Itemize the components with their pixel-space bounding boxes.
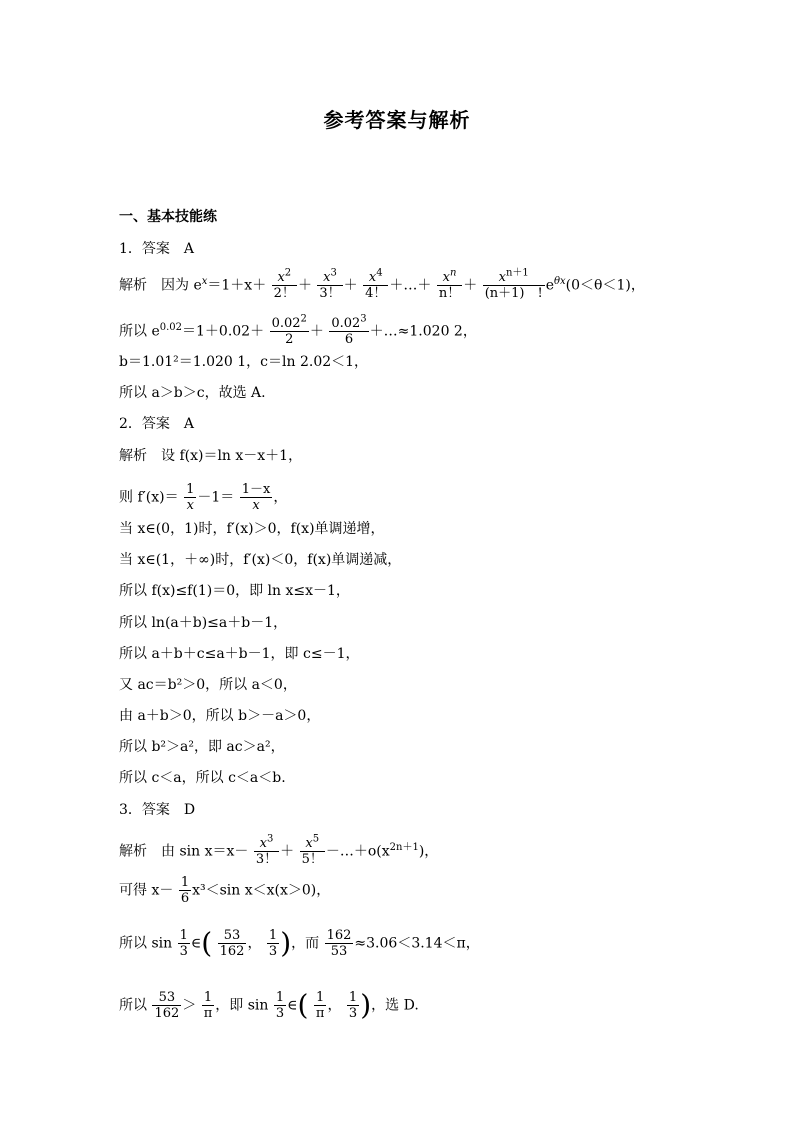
q1-solution-line-3: b＝1.01²＝1.020 1，c＝ln 2.02＜1， <box>119 354 369 370</box>
q3-solution-line-2: 可得 x－ $\frac{1}{6}$ x³＜sin x＜x(x＞0)， <box>119 875 331 906</box>
fraction: $\frac{x^n}{n!}$ <box>438 267 461 301</box>
q2-solution-line-10: 所以 b²＞a²，即 ac＞a²， <box>119 739 285 755</box>
fraction: $\frac{1}{3}$ <box>275 990 285 1021</box>
fraction: $\frac{x^3}{3!}$ <box>319 267 341 301</box>
q2-solution-line-9: 由 a＋b＞0，所以 b＞－a＞0， <box>119 708 321 724</box>
q2-solution-line-8: 又 ac＝b²＞0，所以 a＜0， <box>119 677 297 693</box>
q2-solution-line-5: 所以 f(x)≤f(1)＝0，即 ln x≤x－1， <box>119 583 350 599</box>
q2-solution-line-11: 所以 c＜a，所以 c＜a＜b. <box>119 770 286 786</box>
q2-solution-line-6: 所以 ln(a＋b)≤a＋b－1， <box>119 615 288 631</box>
fraction: $\frac{1}{3}$ <box>268 928 278 959</box>
fraction: $\frac{x^{n+1}}{(n+1) !}$ <box>484 267 543 301</box>
fraction: $\frac{162}{53}$ <box>326 928 352 959</box>
q2-solution-line-4: 当 x∈(1，＋∞)时，f′(x)＜0，f(x)单调递减， <box>119 552 402 568</box>
q3-solution-line-4: 所以 $\frac{53}{162}$ ＞ $\frac{1}{\pi}$ ，即 sin $\frac{1}{3}$ ∈( $\frac{1}{\pi}$ ， $\frac{1}{3}$ )，选 D. <box>119 988 419 1022</box>
q2-answer: 2．答案 A <box>119 416 195 432</box>
fraction: $\frac{x^3}{3!}$ <box>255 833 278 867</box>
fraction: $\frac{1}{6}$ <box>180 875 190 906</box>
q2-solution-line-2: 则 f′(x)＝ $\frac{1}{x}$ －1＝ $\frac{1-x}{x}$ ， <box>119 482 288 513</box>
fraction: $\frac{x^2}{2!}$ <box>273 267 295 301</box>
fraction: $\frac{1}{3}$ <box>179 928 188 959</box>
q3-solution-line-1: 解析 由 sin x＝x－ $\frac{x^3}{3!}$ ＋ $\frac{x^5}{5!}$ $-\dots+o(x^{2n+1})$， <box>119 833 439 867</box>
fraction: $\frac{1}{\pi}$ <box>203 990 213 1021</box>
page-title: 参考答案与解析 <box>323 108 471 132</box>
q3-answer: 3．答案 D <box>119 802 196 818</box>
fraction: $\frac{53}{162}$ <box>154 990 180 1021</box>
fraction: $\frac{1}{3}$ <box>348 990 358 1021</box>
q2-solution-line-1: 解析 设 f(x)＝ln x－x＋1， <box>119 448 303 464</box>
fraction: $\frac{1-x}{x}$ <box>241 482 271 513</box>
q2-solution-line-3: 当 x∈(0，1)时，f′(x)＞0，f(x)单调递增， <box>119 521 385 537</box>
q3-solution-line-3: 所以 sin $\frac{1}{3}$ ∈( $\frac{53}{162}$ ， $\frac{1}{3}$ )，而 $\frac{162}{53}$ ≈3.06＜3.14＜π， <box>119 926 480 960</box>
fraction: $\frac{0.02^2}{2}$ <box>271 313 307 347</box>
fraction: $\frac{53}{162}$ <box>219 928 245 959</box>
q2-solution-line-7: 所以 a＋b＋c≤a＋b－1，即 c≤－1， <box>119 646 360 662</box>
fraction: $\frac{1}{\pi}$ <box>315 990 325 1021</box>
fraction: $\frac{1}{x}$ <box>186 482 195 513</box>
fraction: $\frac{0.02^3}{6}$ <box>331 313 367 347</box>
q1-solution-line-2: 所以 $e^{0.02}=1+0.02+$ $\frac{0.02^2}{2}$ ＋ $\frac{0.02^3}{6}$ ＋…≈1.020 2， <box>119 313 477 347</box>
fraction: $\frac{x^4}{4!}$ <box>365 267 387 301</box>
section-heading: 一、基本技能练 <box>119 209 217 225</box>
q1-solution-line-4: 所以 a＞b＞c，故选 A. <box>119 385 266 401</box>
q1-answer: 1．答案 A <box>119 241 195 257</box>
fraction: $\frac{x^5}{5!}$ <box>301 833 323 867</box>
q1-solution-line-1: 解析 因为 $e^x=1+x+$ $\frac{x^2}{2!}$ ＋ $\frac{x^3}{3!}$ ＋ $\frac{x^4}{4!}$ ＋…＋ $\frac{x^n}{n!}$ ＋ $\frac{x^{n+1}}{(n+1) !}$ $e^{\theta x}(0<\theta<1)$， <box>119 267 645 301</box>
